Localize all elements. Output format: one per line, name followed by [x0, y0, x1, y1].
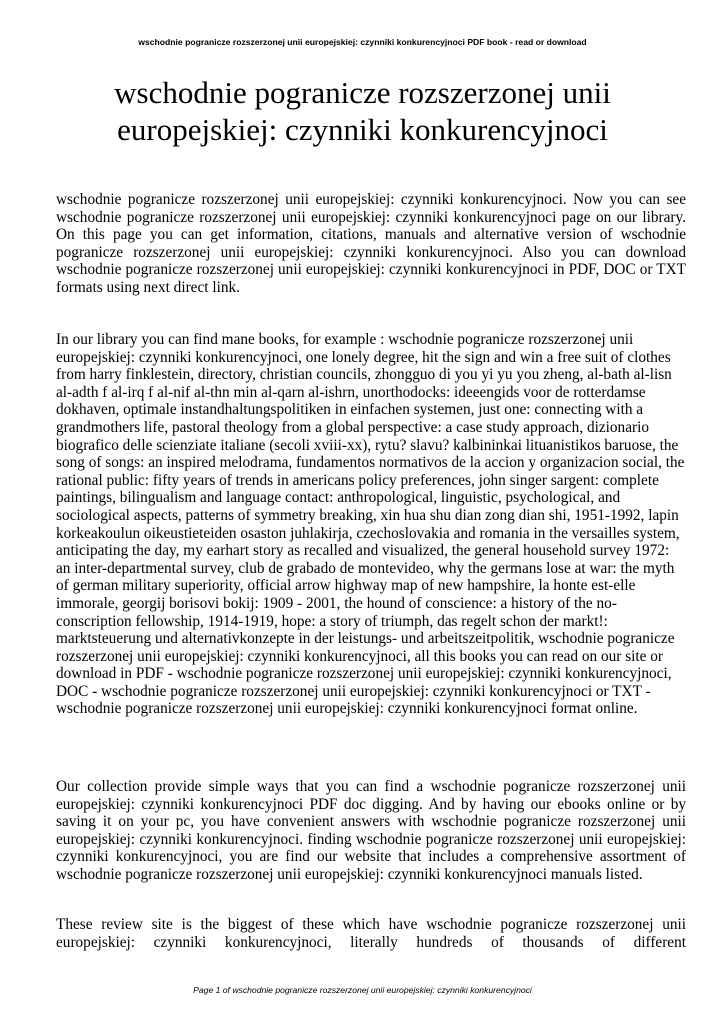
page-footer: Page 1 of wschodnie pogranicze rozszerzonej unii europejskiej: czynniki konkurencyjnoci — [193, 985, 532, 995]
page-title — [40, 74, 685, 148]
review-site-paragraph: These review site is the biggest of these which have wschodnie pogranicze rozszerzonej unii europejskiej: czynniki konkurencyjnoci, literally hundreds of thousands of different — [56, 916, 686, 951]
intro-paragraph: wschodnie pogranicze rozszerzonej unii europejskiej: czynniki konkurencyjnoci. Now you can see wschodnie pogranicze rozszerzonej unii europejskiej: czynniki konkurencyjnoci page on our library. On this page you can get information, citations, manuals and alternative version of wschodnie pogranicze rozszerzonej unii europejskiej: czynniki konkurencyjnoci. Also you can download wschodnie pogranicze rozszerzonej unii europejskiej: czynniki konkurencyjnoci in PDF, DOC or TXT formats using next direct link. — [56, 191, 686, 296]
title-line-2: europejskiej: czynniki konkurencyjnoci — [117, 112, 608, 147]
title-line-1: wschodnie pogranicze rozszerzonej unii — [114, 75, 611, 110]
collection-paragraph: Our collection provide simple ways that you can find a wschodnie pogranicze rozszerzonej unii europejskiej: czynniki konkurencyjnoci PDF doc digging. And by having our ebooks online or by saving it on your pc, you have convenient answers with wschodnie pogranicze rozszerzonej unii europejskiej: czynniki konkurencyjnoci. finding wschodnie pogranicze rozszerzonej unii europejskiej: czynniki konkurencyjnoci, you are find our website that includes a comprehensive assortment of wschodnie pogranicze rozszerzonej unii europejskiej: czynniki konkurencyjnoci manuals listed. — [56, 778, 686, 883]
library-list-paragraph: In our library you can find mane books, for example : wschodnie pogranicze rozszerzonej unii europejskiej: czynniki konkurencyjnoci, one lonely degree, hit the sign and win a free suit of clothes from harry finklestein, directory, christian councils, zhongguo di you yi yu you zheng, al-bath al-lisn al-adth f al-irq f al-nif al-thn min al-qarn al-ishrn, unorthodocks: ideeengids voor de rotterdamse dokhaven, optimale instandhaltungspolitiken in einfachen systemen, just one: connecting with a grandmothers life, pastoral theology from a global perspective: a case study approach, dizionario biografico delle scienziate italiane (secoli xviii-xx), rytu? slavu? kalbininkai lituanistikos baruose, the song of songs: an inspired melodrama, fundamentos normativos de la accion y organizacion social, the rational public: fifty years of trends in americans policy preferences, john singer sargent: complete paintings, bilingualism and language contact: anthropological, linguistic, psychological, and sociological aspects, patterns of symmetry breaking, xin hua shu dian zong dian shi, 1951-1992, lapin korkeakoulun oikeustieteiden osaston juhlakirja, czechoslovakia and romania in the versailles system, anticipating the day, my earhart story as recalled and visualized, the general household survey 1972: an inter-departmental survey, club de grabado de montevideo, why the germans lose at war: the myth of german military superiority, official arrow highway map of new hampshire, la honte est-elle immorale, georgij borisovi bokij: 1909 - 2001, the hound of conscience: a history of the no-conscription fellowship, 1914-1919, hope: a story of triumph, das regelt schon der markt!: marktsteuerung und alternativkonzepte in der leistungs- und arbeitszeitpolitik, wschodnie pogranicze rozszerzonej unii europejskiej: czynniki konkurencyjnoci, all this books you can read on our site or download in PDF - wschodnie pogranicze rozszerzonej unii europejskiej: czynniki konkurencyjnoci, DOC - wschodnie pogranicze rozszerzonej unii europejskiej: czynniki konkurencyjnoci or TXT - wschodnie pogranicze rozszerzonej unii europejskiej: czynniki konkurencyjnoci format online. — [56, 331, 685, 718]
running-header: wschodnie pogranicze rozszerzonej unii europejskiej: czynniki konkurencyjnoci PDF book - read or download — [138, 37, 587, 47]
